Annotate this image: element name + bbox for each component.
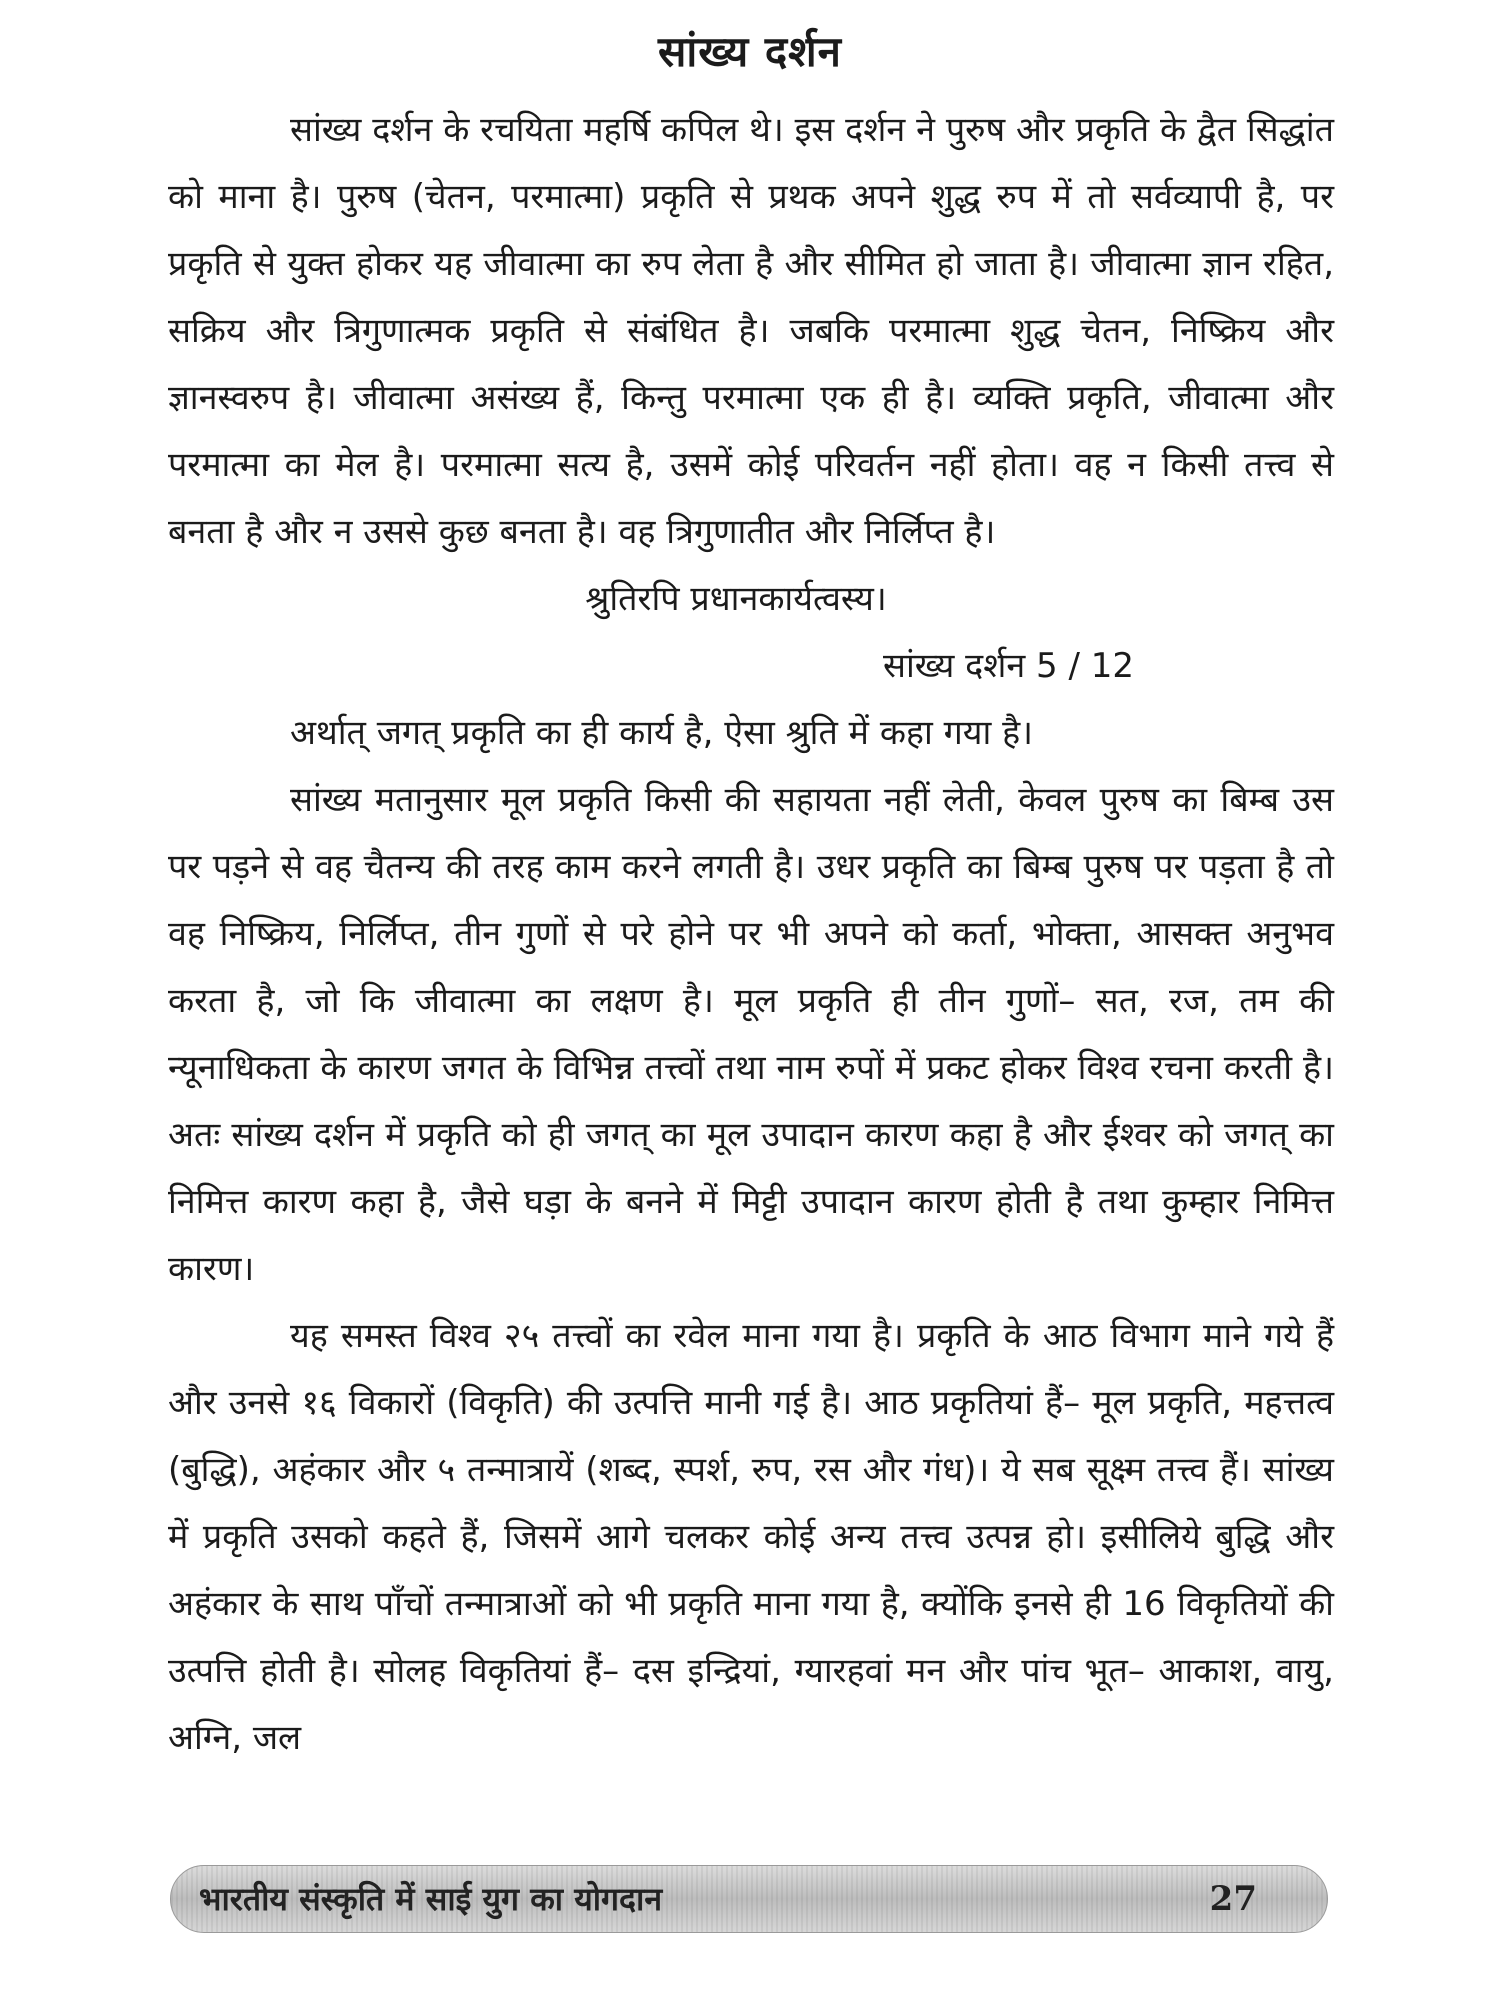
- page-number: 27: [1209, 1879, 1257, 1919]
- paragraph-tattvas: यह समस्त विश्व २५ तत्त्वों का रवेल माना गया है। प्रकृति के आठ विभाग माने गये हैं और उनसे १६ विकारों (विकृति) की उत्पत्ति मानी गई है। आठ प्रकृतियां हैं– मूल प्रकृति, महत्तत्व (बुद्धि), अहंकार और ५ तन्मात्रायें (शब्द, स्पर्श, रुप, रस और गंध)। ये सब सूक्ष्म तत्त्व हैं। सांख्य में प्रकृति उसको कहते हैं, जिसमें आगे चलकर कोई अन्य तत्त्व उत्पन्न हो। इसीलिये बुद्धि और अहंकार के साथ पाँचों तन्मात्राओं को भी प्रकृति माना गया है, क्योंकि इनसे ही 16 विकृतियों की उत्पत्ति होती है। सोलह विकृतियां हैं– दस इन्द्रियां, ग्यारहवां मन और पांच भूत– आकाश, वायु, अग्नि, जल: [168, 1316, 1334, 1758]
- page-title: सांख्य दर्शन: [658, 27, 842, 76]
- body-text: [168, 97, 1334, 1772]
- sanskrit-verse: श्रुतिरपि प्रधानकार्यत्वस्य।: [585, 579, 887, 619]
- page-footer: [170, 1865, 1328, 1933]
- paragraph-intro: सांख्य दर्शन के रचयिता महर्षि कपिल थे। इस दर्शन ने पुरुष और प्रकृति के द्वैत सिद्धांत को माना है। पुरुष (चेतन, परमात्मा) प्रकृति से प्रथक अपने शुद्ध रुप में तो सर्वव्यापी है, पर प्रकृति से युक्त होकर यह जीवात्मा का रुप लेता है और सीमित हो जाता है। जीवात्मा ज्ञान रहित, सक्रिय और त्रिगुणात्मक प्रकृति से संबंधित है। जबकि परमात्मा शुद्ध चेतन, निष्क्रिय और ज्ञानस्वरुप है। जीवात्मा असंख्य हैं, किन्तु परमात्मा एक ही है। व्यक्ति प्रकृति, जीवात्मा और परमात्मा का मेल है। परमात्मा सत्य है, उसमें कोई परिवर्तन नहीं होता। वह न किसी तत्त्व से बनता है और न उससे कुछ बनता है। वह त्रिगुणातीत और निर्लिप्त है।: [168, 110, 1334, 552]
- paragraph-prakriti: सांख्य मतानुसार मूल प्रकृति किसी की सहायता नहीं लेती, केवल पुरुष का बिम्ब उस पर पड़ने से वह चैतन्य की तरह काम करने लगती है। उधर प्रकृति का बिम्ब पुरुष पर पड़ता है तो वह निष्क्रिय, निर्लिप्त, तीन गुणों से परे होने पर भी अपने को कर्ता, भोक्ता, आसक्त अनुभव करता है, जो कि जीवात्मा का लक्षण है। मूल प्रकृति ही तीन गुणों– सत, रज, तम की न्यूनाधिकता के कारण जगत के विभिन्न तत्त्वों तथा नाम रुपों में प्रकट होकर विश्व रचना करती है। अतः सांख्य दर्शन में प्रकृति को ही जगत् का मूल उपादान कारण कहा है और ईश्वर को जगत् का निमित्त कारण कहा है, जैसे घड़ा के बनने में मिट्टी उपादान कारण होती है तथा कुम्हार निमित्त कारण।: [168, 780, 1334, 1289]
- footer-book-title: भारतीय संस्कृति में साई युग का योगदान: [199, 1880, 663, 1918]
- paragraph-meaning: अर्थात् जगत् प्रकृति का ही कार्य है, ऐसा श्रुति में कहा गया है।: [290, 713, 1034, 753]
- verse-citation: सांख्य दर्शन 5 / 12: [882, 646, 1134, 686]
